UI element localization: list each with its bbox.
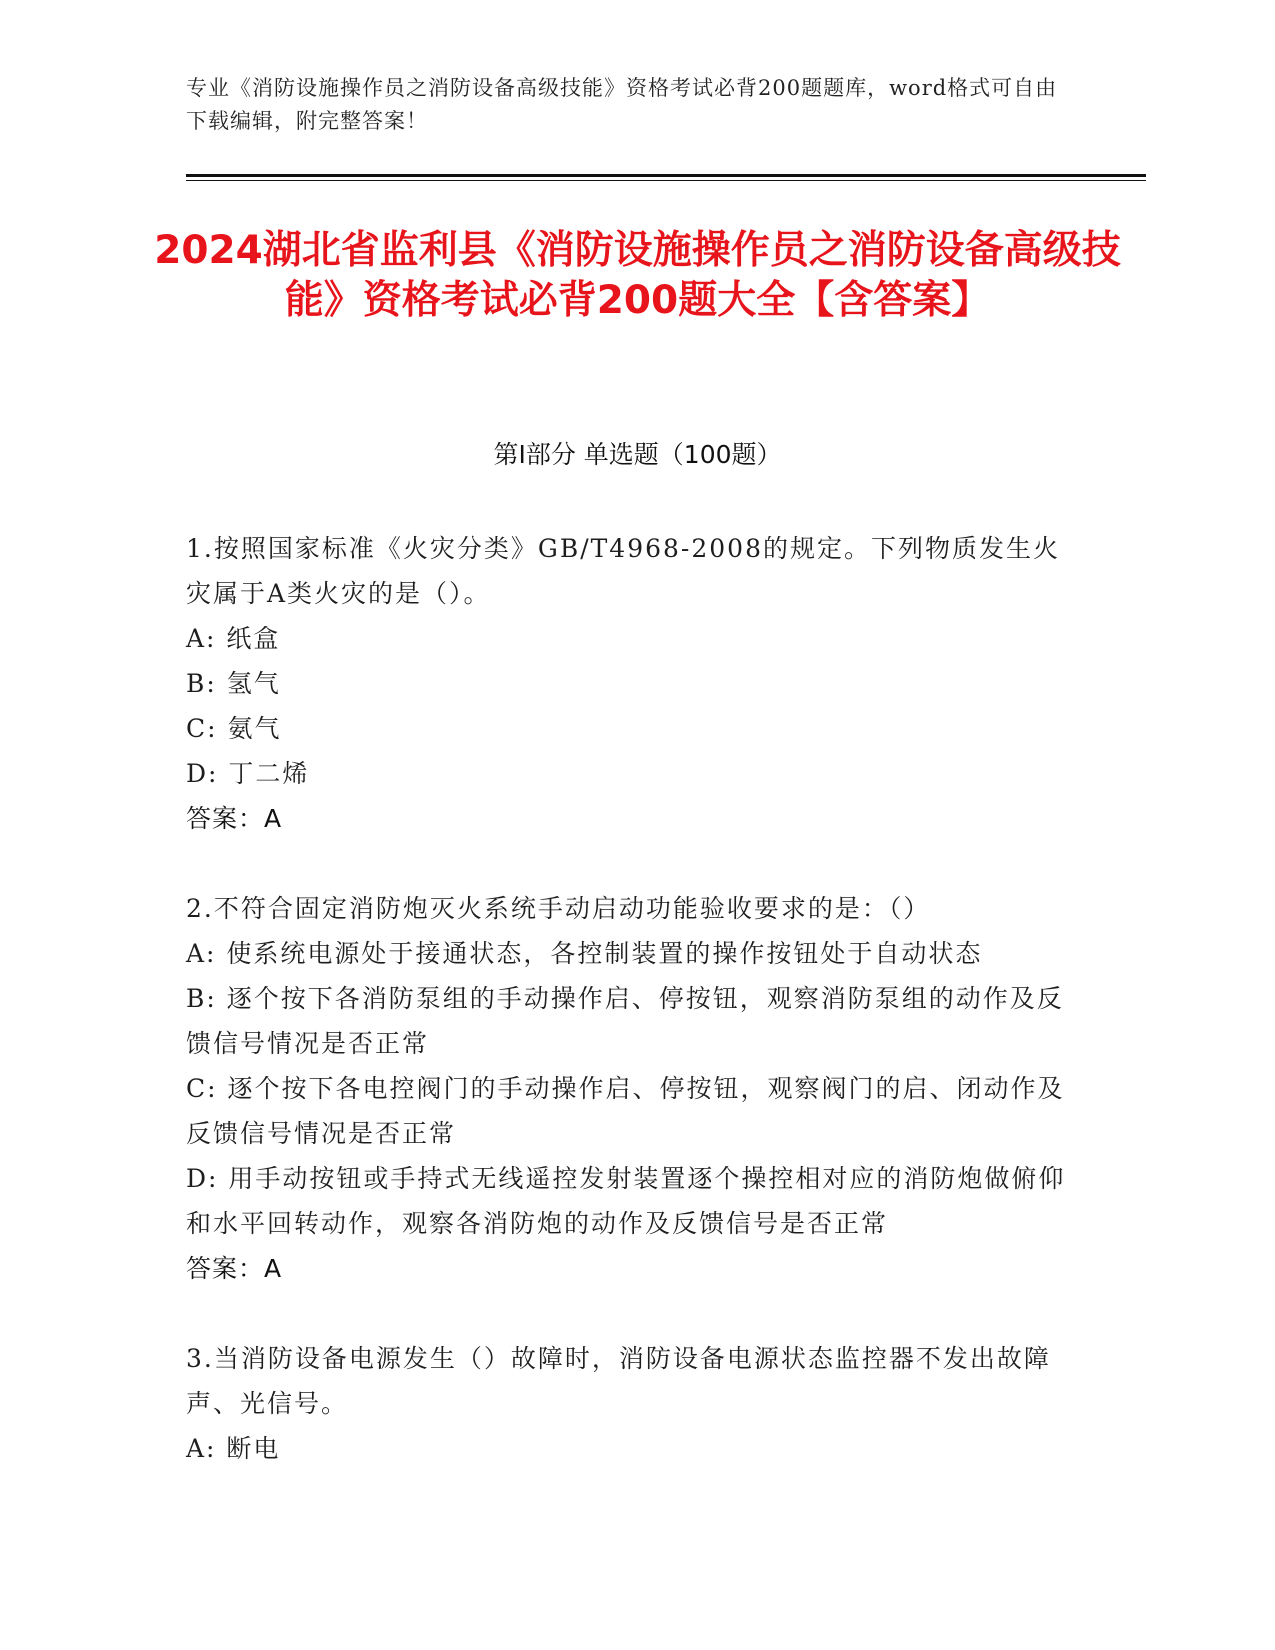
option-a: A: 使系统电源处于接通状态，各控制装置的操作按钮处于自动状态: [186, 939, 983, 968]
header-rule-thick: [186, 174, 1146, 177]
option-d: D: 用手动按钮或手持式无线遥控发射装置逐个操控相对应的消防炮做俯仰和水平回转动作，观察各消防炮的动作及反馈信号是否正常: [186, 1164, 1066, 1238]
section-title: 第I部分 单选题（100题）: [493, 440, 782, 469]
answer: 答案：A: [186, 1254, 283, 1283]
document-title: 2024湖北省监利县《消防设施操作员之消防设备高级技能》资格考试必背200题大全【含答案】: [154, 228, 1121, 323]
option-b: B: 氢气: [186, 669, 281, 698]
answer: 答案：A: [186, 804, 283, 833]
question-3: [186, 1336, 1086, 1471]
question-2: [186, 886, 1086, 1291]
question-stem: 2.不符合固定消防炮灭火系统手动启动功能验收要求的是：（）: [186, 894, 931, 923]
option-b: B: 逐个按下各消防泵组的手动操作启、停按钮，观察消防泵组的动作及反馈信号情况是否正常: [186, 984, 1064, 1058]
option-a: A: 纸盒: [186, 624, 281, 653]
header-note: 专业《消防设施操作员之消防设备高级技能》资格考试必背200题题库，word格式可自由下载编辑，附完整答案！: [186, 76, 1058, 133]
question-stem: 1.按照国家标准《火灾分类》GB/T4968-2008的规定。下列物质发生火灾属于A类火灾的是（）。: [186, 534, 1060, 608]
question-list: [186, 526, 1086, 1516]
option-d: D: 丁二烯: [186, 759, 310, 788]
option-a: A: 断电: [186, 1434, 281, 1463]
option-c: C: 氨气: [186, 714, 282, 743]
question-1: [186, 526, 1086, 841]
option-c: C: 逐个按下各电控阀门的手动操作启、停按钮，观察阀门的启、闭动作及反馈信号情况是否正常: [186, 1074, 1065, 1148]
question-stem: 3.当消防设备电源发生（）故障时，消防设备电源状态监控器不发出故障声、光信号。: [186, 1344, 1051, 1418]
header-rule-thin: [186, 180, 1146, 181]
